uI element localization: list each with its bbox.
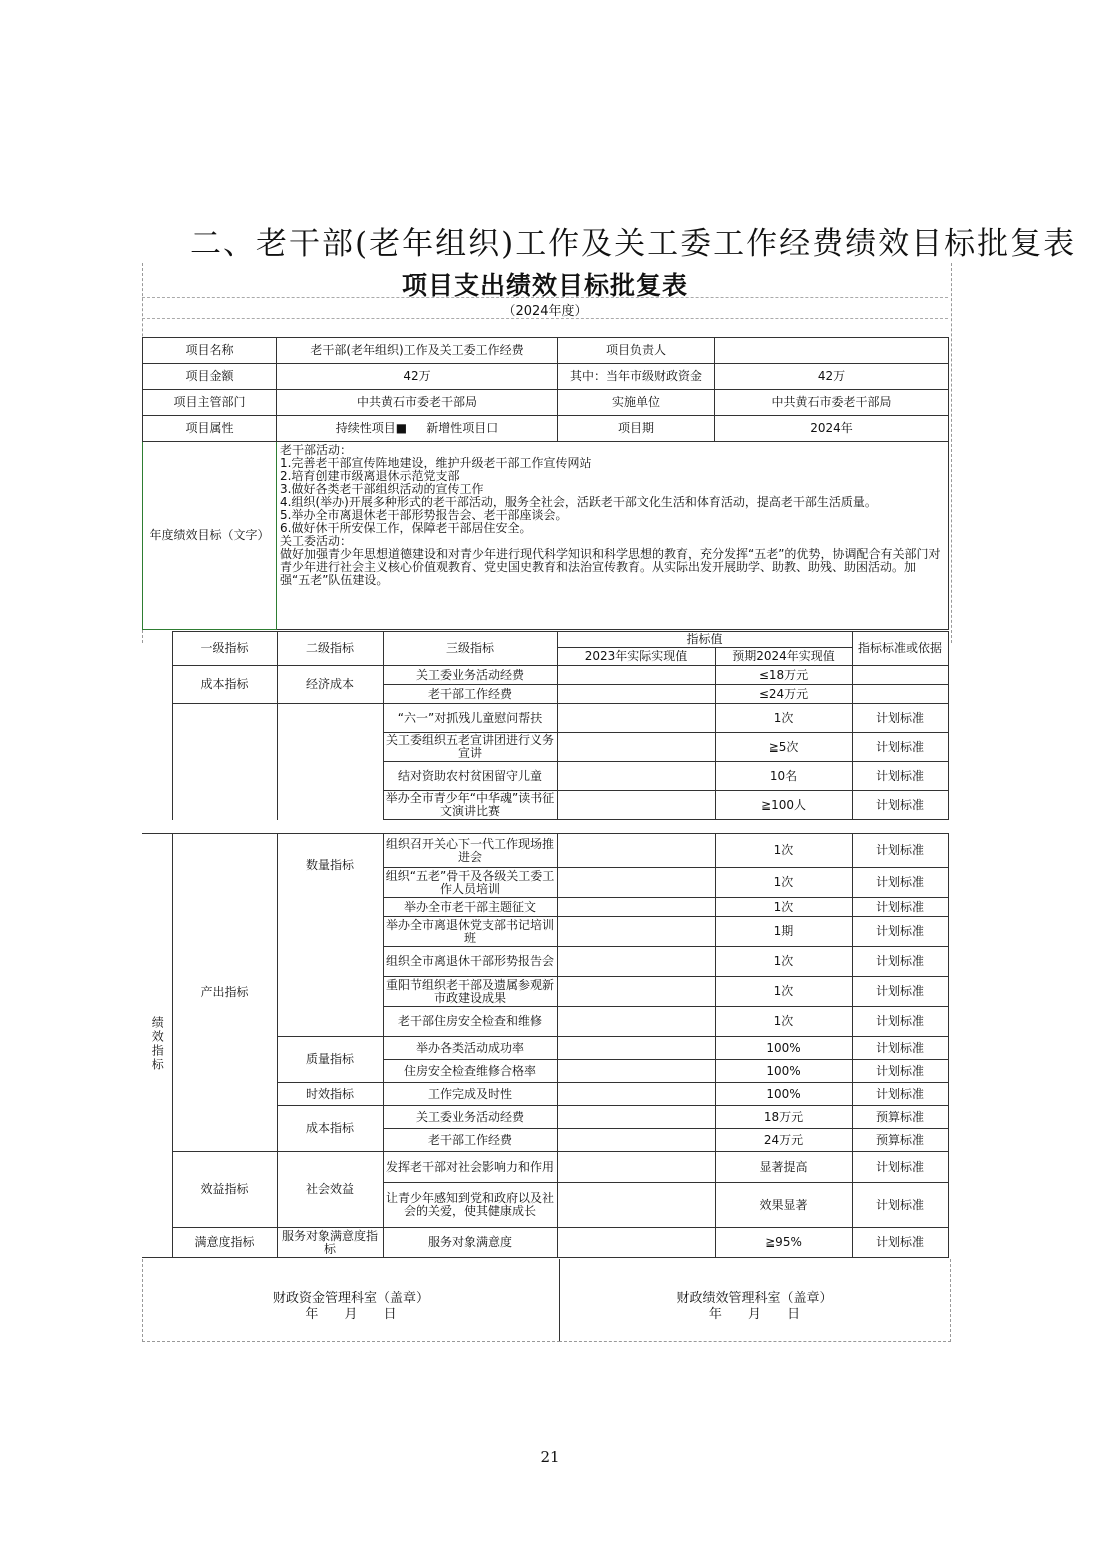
form-title: 项目支出绩效目标批复表 bbox=[401, 271, 688, 300]
indicator-2023 bbox=[557, 1037, 715, 1060]
indicator-2024: 10名 bbox=[715, 762, 852, 791]
indicator-2024: 18万元 bbox=[715, 1106, 852, 1129]
table-row bbox=[142, 666, 948, 685]
table-row bbox=[143, 338, 949, 364]
indicator-basis bbox=[852, 666, 948, 685]
indicator-basis: 计划标准 bbox=[852, 1007, 948, 1037]
indicator-name: 举办全市青少年“中华魂”读书征文演讲比赛 bbox=[383, 791, 557, 820]
cost-level2: 经济成本 bbox=[277, 666, 383, 704]
indicator-2023 bbox=[557, 1183, 715, 1228]
table-row bbox=[143, 364, 949, 390]
indicator-2023 bbox=[557, 704, 715, 733]
indicator-name: 服务对象满意度 bbox=[383, 1228, 557, 1258]
indicator-2023 bbox=[557, 1129, 715, 1152]
indicator-name: 举办全市老干部主题征文 bbox=[383, 898, 557, 917]
indicator-basis: 计划标准 bbox=[852, 1083, 948, 1106]
form-year: （2024年度） bbox=[502, 304, 588, 319]
unit-value: 中共黄石市委老干部局 bbox=[715, 390, 949, 416]
indicator-2024: 1次 bbox=[715, 947, 852, 977]
signature-right bbox=[559, 1259, 951, 1342]
satisfaction-level2: 服务对象满意度指标 bbox=[277, 1228, 383, 1258]
objective-label: 年度绩效目标（文字） bbox=[143, 442, 277, 630]
indicator-name: 关工委业务活动经费 bbox=[383, 1106, 557, 1129]
objective-line: 2.培育创建市级离退休示范党支部 bbox=[280, 469, 460, 483]
objective-line: 做好加强青少年思想道德建设和对青少年进行现代科学知识和科学思想的教育，充分发挥“五老”的优势，协调配合有关部门对青少年进行社会主义核心价值观教育、党史国史教育和法治宣传教育。从实际出发开展助学、助教、助残、助困活动。加强“五老”队伍建设。 bbox=[280, 547, 941, 587]
indicator-2024: ≤18万元 bbox=[715, 666, 852, 685]
indicator-2024: 1次 bbox=[715, 898, 852, 917]
indicator-2024: 1次 bbox=[715, 1007, 852, 1037]
signature-left-date: 年 月 日 bbox=[305, 1307, 397, 1322]
project-name-value: 老干部(老年组织)工作及关工委工作经费 bbox=[277, 338, 558, 364]
indicator-2024: 100% bbox=[715, 1060, 852, 1083]
dept-value: 中共黄石市委老干部局 bbox=[277, 390, 558, 416]
indicator-2024: 1次 bbox=[715, 834, 852, 868]
indicator-2023 bbox=[557, 977, 715, 1007]
indicator-2023 bbox=[557, 1060, 715, 1083]
header-level3: 三级指标 bbox=[383, 632, 557, 666]
indicator-name: 组织“五老”骨干及各级关工委工作人员培训 bbox=[383, 868, 557, 898]
indicator-basis: 计划标准 bbox=[852, 868, 948, 898]
info-table bbox=[142, 337, 949, 630]
output-level1: 产出指标 bbox=[172, 834, 277, 1152]
indicator-2024: 1期 bbox=[715, 917, 852, 947]
indicator-name: 组织召开关心下一代工作现场推进会 bbox=[383, 834, 557, 868]
divider bbox=[142, 297, 948, 298]
indicator-2024: 100% bbox=[715, 1037, 852, 1060]
page-number: 21 bbox=[540, 1448, 560, 1466]
indicator-2024: 1次 bbox=[715, 977, 852, 1007]
indicator-basis: 预算标准 bbox=[852, 1106, 948, 1129]
indicator-basis: 计划标准 bbox=[852, 977, 948, 1007]
indicator-basis: 计划标准 bbox=[852, 834, 948, 868]
indicator-name: 举办各类活动成功率 bbox=[383, 1037, 557, 1060]
signature-right-date: 年 月 日 bbox=[708, 1307, 801, 1322]
indicator-name: 举办全市离退休党支部书记培训班 bbox=[383, 917, 557, 947]
indicator-2023 bbox=[557, 834, 715, 868]
indicator-basis: 计划标准 bbox=[852, 1037, 948, 1060]
indicator-2023 bbox=[557, 733, 715, 762]
indicator-2023 bbox=[557, 917, 715, 947]
benefit-level2: 社会效益 bbox=[277, 1152, 383, 1228]
table-row bbox=[143, 390, 949, 416]
indicator-basis: 计划标准 bbox=[852, 1152, 948, 1183]
project-leader-value bbox=[715, 338, 949, 364]
dept-label: 项目主管部门 bbox=[143, 390, 277, 416]
table-row bbox=[143, 442, 949, 630]
indicator-name: 工作完成及时性 bbox=[383, 1083, 557, 1106]
header-2023: 2023年实际实现值 bbox=[557, 648, 715, 666]
objective-line: 5.举办全市离退休老干部形势报告会、老干部座谈会。 bbox=[280, 508, 568, 522]
indicator-2023 bbox=[557, 762, 715, 791]
table-row bbox=[142, 1152, 948, 1183]
objective-text bbox=[277, 442, 949, 630]
table-row bbox=[142, 632, 948, 648]
amount-value: 42万 bbox=[277, 364, 558, 390]
indicator-basis: 计划标准 bbox=[852, 762, 948, 791]
perf-label: 绩效指标 bbox=[150, 1016, 165, 1072]
indicator-2023 bbox=[557, 1228, 715, 1258]
indicator-table-bottom bbox=[142, 833, 949, 1258]
indicator-basis: 计划标准 bbox=[852, 733, 948, 762]
indicator-2023 bbox=[557, 898, 715, 917]
table-row bbox=[142, 704, 948, 733]
indicator-2024: 1次 bbox=[715, 704, 852, 733]
indicator-basis: 计划标准 bbox=[852, 898, 948, 917]
cost-level1: 成本指标 bbox=[172, 666, 277, 704]
attr-value: 持续性项目■ 新增性项目口 bbox=[277, 416, 558, 442]
indicator-basis: 计划标准 bbox=[852, 947, 948, 977]
table-row bbox=[143, 416, 949, 442]
indicator-2024: 1次 bbox=[715, 868, 852, 898]
header-level1: 一级指标 bbox=[172, 632, 277, 666]
output-cost-label: 成本指标 bbox=[277, 1106, 383, 1152]
indicator-2024: 100% bbox=[715, 1083, 852, 1106]
period-value: 2024年 bbox=[715, 416, 949, 442]
header-level2: 二级指标 bbox=[277, 632, 383, 666]
header-2024: 预期2024年实现值 bbox=[715, 648, 852, 666]
indicator-name: 关工委组织五老宣讲团进行义务宣讲 bbox=[383, 733, 557, 762]
indicator-2024: ≤24万元 bbox=[715, 685, 852, 704]
indicator-2023 bbox=[557, 868, 715, 898]
indicator-basis bbox=[852, 685, 948, 704]
indicator-2023 bbox=[557, 1007, 715, 1037]
indicator-2023 bbox=[557, 1106, 715, 1129]
indicator-2023 bbox=[557, 685, 715, 704]
signature-right-label: 财政绩效管理科室（盖章） bbox=[676, 1291, 833, 1306]
project-leader-label: 项目负责人 bbox=[558, 338, 715, 364]
indicator-2024: 24万元 bbox=[715, 1129, 852, 1152]
page-heading: 二、老干部(老年组织)工作及关工委工作经费绩效目标批复表 bbox=[190, 226, 1077, 262]
benefit-level1: 效益指标 bbox=[172, 1152, 277, 1228]
indicator-table-top bbox=[142, 631, 949, 820]
header-value: 指标值 bbox=[557, 632, 852, 648]
indicator-name: 发挥老干部对社会影响力和作用 bbox=[383, 1152, 557, 1183]
indicator-name: 老干部住房安全检查和维修 bbox=[383, 1007, 557, 1037]
indicator-name: 组织全市离退休干部形势报告会 bbox=[383, 947, 557, 977]
indicator-name: 老干部工作经费 bbox=[383, 1129, 557, 1152]
indicator-2023 bbox=[557, 791, 715, 820]
indicator-basis: 计划标准 bbox=[852, 704, 948, 733]
indicator-2024: ≧100人 bbox=[715, 791, 852, 820]
indicator-name: 老干部工作经费 bbox=[383, 685, 557, 704]
indicator-basis: 计划标准 bbox=[852, 791, 948, 820]
objective-line: 关工委活动： bbox=[280, 534, 353, 548]
indicator-2023 bbox=[557, 1152, 715, 1183]
objective-line: 6.做好休干所安保工作，保障老干部居住安全。 bbox=[280, 521, 532, 535]
header-basis: 指标标准或依据 bbox=[852, 632, 948, 666]
table-row bbox=[142, 1228, 948, 1258]
indicator-2023 bbox=[557, 947, 715, 977]
indicator-name: 重阳节组织老干部及遗属参观新市政建设成果 bbox=[383, 977, 557, 1007]
indicator-2023 bbox=[557, 1083, 715, 1106]
indicator-name: “六一”对抓残儿童慰问帮扶 bbox=[383, 704, 557, 733]
fund-label: 其中：当年市级财政资金 bbox=[558, 364, 715, 390]
time-label: 时效指标 bbox=[277, 1083, 383, 1106]
signature-left bbox=[142, 1259, 560, 1342]
indicator-basis: 计划标准 bbox=[852, 1183, 948, 1228]
period-label: 项目期 bbox=[558, 416, 715, 442]
indicator-2024: 效果显著 bbox=[715, 1183, 852, 1228]
indicator-name: 关工委业务活动经费 bbox=[383, 666, 557, 685]
indicator-basis: 预算标准 bbox=[852, 1129, 948, 1152]
indicator-2024: 显著提高 bbox=[715, 1152, 852, 1183]
objective-line: 4.组织(举办)开展多种形式的老干部活动，服务全社会，活跃老干部文化生活和体育活动，提高老干部生活质量。 bbox=[280, 495, 877, 509]
quality-label: 质量指标 bbox=[277, 1037, 383, 1083]
amount-label: 项目金额 bbox=[143, 364, 277, 390]
divider bbox=[142, 318, 948, 319]
unit-label: 实施单位 bbox=[558, 390, 715, 416]
signature-left-label: 财政资金管理科室（盖章） bbox=[272, 1291, 429, 1306]
quantity-label: 数量指标 bbox=[277, 834, 383, 898]
indicator-name: 结对资助农村贫困留守儿童 bbox=[383, 762, 557, 791]
fund-value: 42万 bbox=[715, 364, 949, 390]
indicator-2024: ≧5次 bbox=[715, 733, 852, 762]
indicator-2023 bbox=[557, 666, 715, 685]
project-name-label: 项目名称 bbox=[143, 338, 277, 364]
indicator-name: 让青少年感知到党和政府以及社会的关爱，使其健康成长 bbox=[383, 1183, 557, 1228]
objective-line: 3.做好各类老干部组织活动的宣传工作 bbox=[280, 482, 484, 496]
indicator-2024: ≧95% bbox=[715, 1228, 852, 1258]
attr-label: 项目属性 bbox=[143, 416, 277, 442]
indicator-basis: 计划标准 bbox=[852, 1228, 948, 1258]
indicator-basis: 计划标准 bbox=[852, 917, 948, 947]
objective-line: 老干部活动： bbox=[280, 443, 353, 457]
indicator-basis: 计划标准 bbox=[852, 1060, 948, 1083]
indicator-name: 住房安全检查维修合格率 bbox=[383, 1060, 557, 1083]
table-row bbox=[142, 834, 948, 868]
objective-line: 1.完善老干部宣传阵地建设，维护升级老干部工作宣传网站 bbox=[280, 456, 592, 470]
satisfaction-level1: 满意度指标 bbox=[172, 1228, 277, 1258]
